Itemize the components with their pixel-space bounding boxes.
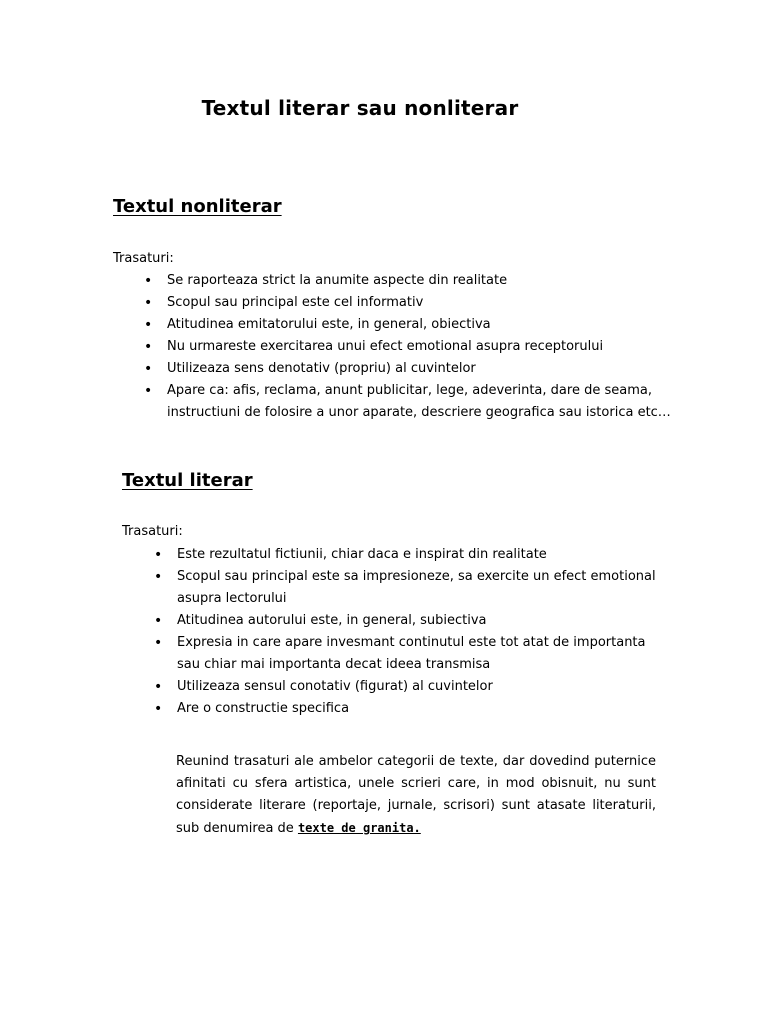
closing-text: Reunind trasaturi ale ambelor categorii de texte, dar dovedind puternice afinitati cu sfera artistica, unele scrieri care, in mod obisnuit, nu sunt considerate literare (reportaje, jurnale, scrisori) sunt atasate literaturii, sub denumirea de [176,754,656,836]
nonliterar-features-list [140,270,680,424]
closing-paragraph [176,751,656,840]
page-title: Textul literar sau nonliterar [201,96,519,120]
list-item: • Utilizeaza sensul conotativ (figurat) al cuvintelor [150,676,670,698]
list-item: • Atitudinea emitatorului este, in general, obiectiva [140,314,680,336]
list-item: • Are o constructie specifica [150,698,670,720]
list-item: • Nu urmareste exercitarea unui efect emotional asupra receptorului [140,336,680,358]
list-item: • Este rezultatul fictiunii, chiar daca e inspirat din realitate [150,544,670,566]
features-label: Trasaturi: [113,251,174,266]
list-item: • Scopul sau principal este sa impresioneze, sa exercite un efect emotional asupra lectorului [150,566,670,610]
features-label: Trasaturi: [122,524,183,539]
section-heading-literar: Textul literar [122,470,253,491]
list-item: • Atitudinea autorului este, in general, subiectiva [150,610,670,632]
literar-features-list [150,544,670,720]
list-item: • Se raporteaza strict la anumite aspecte din realitate [140,270,680,292]
list-item: • Scopul sau principal este cel informativ [140,292,680,314]
list-item: • Utilizeaza sens denotativ (propriu) al cuvintelor [140,358,680,380]
list-item: • Apare ca: afis, reclama, anunt publicitar, lege, adeverinta, dare de seama, instructiuni de folosire a unor aparate, descriere geografica sau istorica etc… [140,380,680,424]
section-heading-nonliterar: Textul nonliterar [113,196,282,217]
term-texte-de-granita: texte de granita. [297,821,421,835]
list-item: • Expresia in care apare invesmant continutul este tot atat de importanta sau chiar mai importanta decat ideea transmisa [150,632,670,676]
